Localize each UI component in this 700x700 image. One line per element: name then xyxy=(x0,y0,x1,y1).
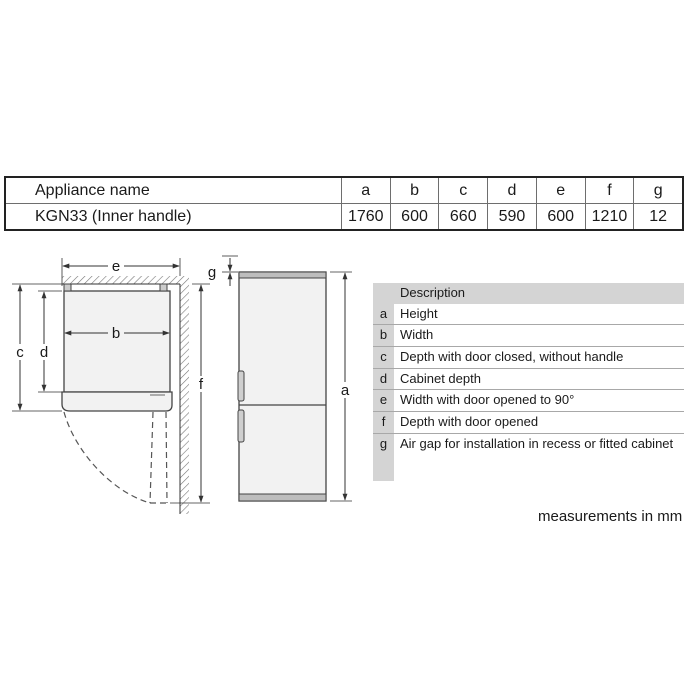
handle-upper xyxy=(238,371,244,401)
table-header-cell: b xyxy=(390,177,439,204)
legend-item xyxy=(373,390,684,412)
legend-key: b xyxy=(373,325,394,346)
cabinet-spacer-left xyxy=(64,284,71,291)
legend-item xyxy=(373,325,684,347)
legend-key: g xyxy=(373,434,394,455)
handle-lower xyxy=(238,410,244,442)
legend-description: Cabinet depth xyxy=(400,370,481,386)
table-cell: 660 xyxy=(439,204,488,231)
legend-item xyxy=(373,412,684,434)
legend-description: Depth with door opened xyxy=(400,414,539,430)
door-swing-arc xyxy=(64,412,150,503)
table-header-cell: d xyxy=(488,177,537,204)
table-cell: 12 xyxy=(634,204,683,231)
legend-item xyxy=(373,304,684,326)
top-view xyxy=(12,258,210,514)
back-wall xyxy=(62,276,180,284)
legend-key: a xyxy=(373,304,394,325)
legend-key: f xyxy=(373,412,394,433)
dimension-label-d: d xyxy=(39,344,49,361)
legend-item xyxy=(373,369,684,391)
legend-item xyxy=(373,347,684,369)
legend-key: c xyxy=(373,347,394,368)
dimension-label-e: e xyxy=(111,258,121,275)
appliance-base xyxy=(239,494,326,501)
side-wall xyxy=(180,276,189,514)
legend-description: Height xyxy=(400,305,438,321)
dimension-label-f: f xyxy=(198,376,204,393)
table-header-cell: f xyxy=(585,177,634,204)
table-cell: 590 xyxy=(488,204,537,231)
measurement-unit-note: measurements in mm xyxy=(538,508,683,525)
table-cell: 1760 xyxy=(341,204,390,231)
legend-description: Depth with door closed, without handle xyxy=(400,349,624,365)
legend-key-column-tail xyxy=(373,455,394,481)
dimension-label-g: g xyxy=(207,264,217,281)
legend-description: Width with door opened to 90° xyxy=(400,392,575,408)
legend-key: e xyxy=(373,390,394,411)
dimension-label-c: c xyxy=(16,344,24,361)
table-cell-appliance: KGN33 (Inner handle) xyxy=(5,204,341,231)
legend-description: Air gap for installation in recess or fitted cabinet xyxy=(400,435,674,451)
legend-item xyxy=(373,434,684,455)
table-header-cell: a xyxy=(341,177,390,204)
legend-header-row xyxy=(373,283,684,304)
legend-header: Description xyxy=(400,285,466,300)
legend xyxy=(373,283,684,481)
appliance-body xyxy=(239,272,326,501)
table-header-cell: e xyxy=(536,177,585,204)
table-cell: 1210 xyxy=(585,204,634,231)
table-header-cell: c xyxy=(439,177,488,204)
cabinet-spacer-right xyxy=(160,284,167,291)
dimension-label-a: a xyxy=(340,382,350,399)
table-header-cell: Appliance name xyxy=(5,177,341,204)
front-view xyxy=(208,256,353,501)
appliance-top-cap xyxy=(239,272,326,278)
table-header-cell: g xyxy=(634,177,683,204)
table-cell: 600 xyxy=(390,204,439,231)
legend-key: d xyxy=(373,369,394,390)
dimension-label-b: b xyxy=(111,325,121,342)
table-cell: 600 xyxy=(536,204,585,231)
legend-description: Width xyxy=(400,327,434,343)
door-open-edge xyxy=(150,412,153,503)
